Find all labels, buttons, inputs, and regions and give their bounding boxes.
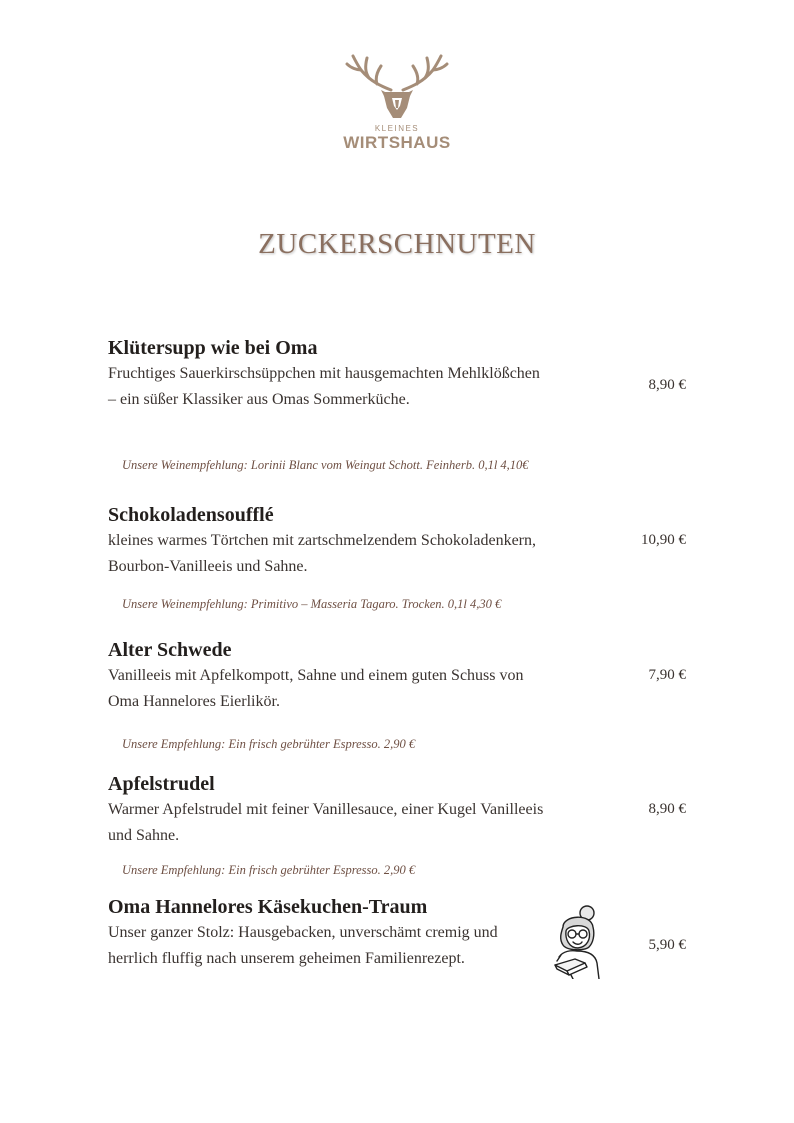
item-price: 5,90 € [648,937,686,953]
item-name: Schokoladensoufflé [108,504,274,526]
item-recommendation: Unsere Empfehlung: Ein frisch gebrühter Espresso. 2,90 € [122,863,416,877]
item-price: 8,90 € [648,377,686,393]
brand-logo [340,52,454,160]
item-recommendation: Unsere Empfehlung: Ein frisch gebrühter Espresso. 2,90 € [122,737,416,751]
item-recommendation: Unsere Weinempfehlung: Primitivo – Masseria Tagaro. Trocken. 0,1l 4,30 € [122,597,502,611]
page-title: ZUCKERSCHNUTEN [258,228,536,260]
menu-item [108,637,686,751]
item-price: 10,90 € [641,532,686,548]
item-description: Warmer Apfelstrudel mit feiner Vanillesauce, einer Kugel Vanilleeis und Sahne. [108,801,544,844]
menu-item [108,771,686,877]
brand-line-big: WIRTSHAUS [343,133,451,152]
item-description: Unser ganzer Stolz: Hausgebacken, unverschämt cremig und herrlich fluffig nach unserem geheimen Familienrezept. [108,924,498,967]
item-name: Apfelstrudel [108,773,215,795]
item-recommendation: Unsere Weinempfehlung: Lorinii Blanc vom Weingut Schott. Feinherb. 0,1l 4,10€ [122,458,529,472]
item-price: 7,90 € [648,667,686,683]
item-description: Fruchtiges Sauerkirschsüppchen mit hausgemachten Mehlklößchen – ein süßer Klassiker aus Omas Sommerküche. [108,365,540,408]
menu-item [108,335,686,472]
item-name: Klütersupp wie bei Oma [108,337,318,359]
item-name: Alter Schwede [108,639,232,661]
brand-line-small: KLEINES [374,124,420,133]
deer-antler-icon [345,52,449,124]
item-name: Oma Hannelores Käsekuchen-Traum [108,896,428,918]
menu-item [108,502,686,611]
item-price: 8,90 € [648,801,686,817]
item-description: kleines warmes Törtchen mit zartschmelzendem Schokoladenkern, Bourbon-Vanilleeis und Sahne. [108,532,536,575]
grandma-with-cake-icon [545,905,603,979]
item-description: Vanilleeis mit Apfelkompott, Sahne und einem guten Schuss von Oma Hannelores Eierlikör. [108,667,524,710]
